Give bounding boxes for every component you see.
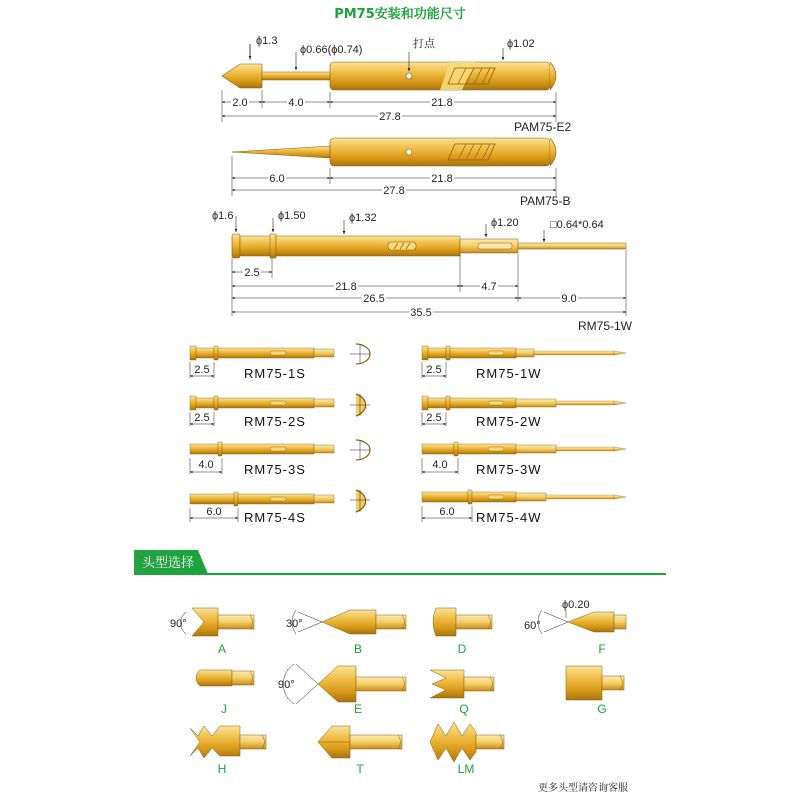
head-type-b	[286, 610, 406, 656]
head-type-t	[318, 726, 402, 776]
model-name: RM75-1S	[244, 366, 306, 381]
head-type-e	[278, 664, 406, 716]
head-label: J	[221, 702, 227, 716]
dim-label: 21.8	[431, 97, 453, 109]
angle-label: 90°	[278, 679, 295, 691]
dim-label: 4.0	[432, 459, 448, 471]
variant-rm75-2s	[190, 394, 370, 429]
dim-label: 21.8	[335, 281, 357, 293]
dim-label: □0.64*0.64	[550, 219, 604, 231]
variant-rm75-3s	[190, 440, 370, 477]
model-name: RM75-4W	[476, 510, 542, 525]
dim-label: 4.0	[288, 97, 304, 109]
section-title: 头型选择	[142, 556, 195, 571]
section-header	[134, 550, 666, 574]
angle-label: 30°	[286, 618, 303, 630]
dim-label: 9.0	[561, 293, 577, 305]
angle-label: 90°	[170, 618, 187, 630]
dim-label: ϕ1.02	[507, 38, 535, 50]
page-title: PM75安装和功能尺寸	[334, 7, 466, 22]
head-type-d	[433, 608, 492, 656]
dim-label: 6.0	[439, 506, 455, 518]
variant-rm75-3w	[422, 442, 626, 477]
model-name: RM75-3S	[244, 462, 306, 477]
head-type-lm	[430, 722, 504, 776]
footer-note: 更多头型请咨询客服	[538, 783, 628, 794]
dim-label: 2.5	[426, 412, 442, 424]
model-name: PAM75-E2	[514, 120, 572, 134]
dim-label: 2.0	[232, 97, 248, 109]
dim-label: 35.5	[410, 307, 432, 319]
dim-label: 2.5	[194, 412, 210, 424]
dim-label: ϕ0.66(ϕ0.74)	[300, 44, 363, 56]
dim-label: 27.8	[383, 185, 405, 197]
dim-label: ϕ1.32	[349, 212, 377, 224]
head-label: F	[598, 642, 606, 656]
probe-pam75-e2	[222, 62, 556, 90]
head-type-h	[190, 726, 266, 776]
dim-label: 打点	[413, 38, 435, 50]
dim-label: ϕ1.6	[212, 210, 234, 222]
dia-label: ϕ0.20	[562, 599, 590, 611]
dim-label: 2.5	[426, 364, 442, 376]
head-label: B	[353, 642, 363, 656]
head-type-a	[170, 608, 254, 656]
dim-label: ϕ1.20	[491, 217, 519, 229]
variant-rm75-1w	[422, 346, 626, 381]
dim-label: 6.0	[206, 506, 222, 518]
head-label: Q	[459, 702, 469, 716]
model-name: RM75-1W	[578, 319, 633, 333]
dim-label: 4.0	[198, 459, 214, 471]
head-type-g	[566, 666, 624, 716]
dim-label: 26.5	[363, 293, 385, 305]
model-name: RM75-4S	[244, 510, 306, 525]
dim-label: 21.8	[431, 173, 453, 185]
head-label: E	[353, 702, 363, 716]
variant-rm75-2w	[422, 396, 626, 429]
dim-label: 2.5	[244, 267, 260, 279]
head-label: LM	[457, 762, 475, 776]
head-label: A	[217, 642, 227, 656]
dim-label: 27.8	[379, 111, 401, 123]
head-label: D	[457, 642, 467, 656]
angle-label: 60°	[524, 620, 541, 632]
model-name: RM75-2S	[244, 414, 306, 429]
head-type-j	[196, 670, 254, 716]
head-type-f	[524, 599, 626, 656]
dim-label: ϕ1.50	[278, 210, 306, 222]
model-name: RM75-2W	[476, 414, 542, 429]
dim-label: 2.5	[194, 364, 210, 376]
dim-label: ϕ1.3	[256, 35, 278, 47]
head-label: H	[217, 762, 227, 776]
variant-rm75-4s	[190, 490, 370, 525]
dim-label: 6.0	[269, 173, 285, 185]
head-type-q	[430, 670, 494, 716]
variant-rm75-4w	[422, 490, 626, 525]
probe-rm75-1w	[232, 234, 626, 258]
dim-label: 4.7	[481, 281, 497, 293]
probe-pam75-b	[232, 138, 556, 166]
variant-rm75-1s	[190, 344, 370, 381]
head-label: G	[597, 702, 607, 716]
head-label: T	[356, 762, 364, 776]
model-name: PAM75-B	[520, 194, 571, 208]
model-name: RM75-3W	[476, 462, 542, 477]
model-name: RM75-1W	[476, 366, 542, 381]
